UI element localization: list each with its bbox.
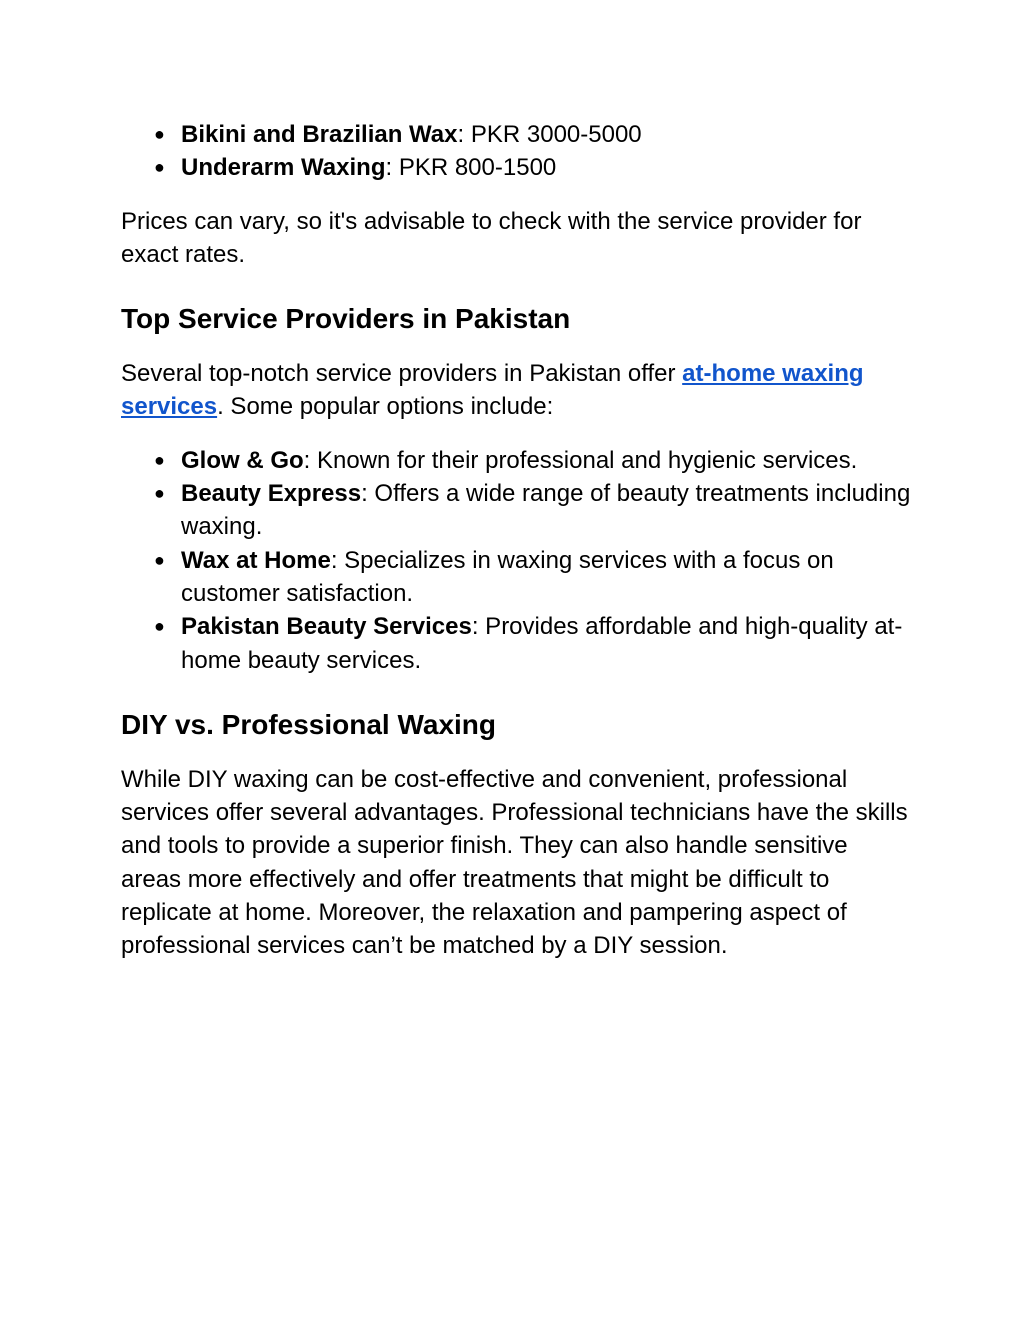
prices-note: Prices can vary, so it's advisable to check with the service provider for exact rates. bbox=[121, 207, 862, 268]
bullet-icon: ● bbox=[154, 549, 165, 570]
provider-description: : Offers a wide range of beauty treatments including waxing. bbox=[181, 480, 911, 541]
list-item bbox=[121, 151, 911, 184]
price-item-name: Bikini and Brazilian Wax bbox=[181, 121, 458, 148]
list-item bbox=[121, 477, 911, 544]
list-item bbox=[121, 610, 911, 677]
list-item bbox=[121, 118, 911, 151]
provider-description: : Specializes in waxing services with a focus on customer satisfaction. bbox=[181, 546, 834, 607]
providers-list bbox=[121, 444, 911, 677]
provider-description: : Provides affordable and high-quality at-home beauty services. bbox=[181, 613, 903, 674]
provider-description: : Known for their professional and hygienic services. bbox=[303, 446, 858, 474]
at-home-waxing-link[interactable]: at-home waxing services bbox=[121, 360, 864, 421]
price-item-text: : PKR 800-1500 bbox=[385, 154, 557, 182]
providers-heading: Top Service Providers in Pakistan bbox=[121, 303, 571, 335]
providers-intro-start: Several top-notch service providers in Pakistan offer bbox=[121, 360, 683, 388]
diy-body: While DIY waxing can be cost-effective and convenient, professional services offer several advantages. Professional technicians have the skills and tools to provide a superior finish. They can also handle sensitive areas more effectively and offer treatments that might be difficult to replicate at home. Moreover, the relaxation and pampering aspect of professional services can’t be matched by a DIY session. bbox=[121, 765, 908, 960]
provider-name: Beauty Express bbox=[181, 480, 362, 508]
bullet-icon: ● bbox=[154, 616, 165, 637]
diy-heading: DIY vs. Professional Waxing bbox=[121, 708, 497, 740]
price-item-name: Underarm Waxing bbox=[181, 154, 386, 182]
providers-intro bbox=[121, 357, 911, 424]
bullet-icon: ● bbox=[154, 449, 165, 470]
price-list bbox=[121, 118, 911, 185]
bullet-icon: ● bbox=[154, 124, 165, 144]
provider-name: Wax at Home bbox=[181, 546, 331, 574]
list-item bbox=[121, 544, 911, 611]
price-item-text: : PKR 3000-5000 bbox=[457, 121, 642, 148]
document-content bbox=[121, 118, 911, 963]
providers-intro-end: . Some popular options include: bbox=[217, 393, 554, 421]
provider-name: Glow & Go bbox=[181, 446, 304, 474]
list-item bbox=[121, 444, 911, 477]
provider-name: Pakistan Beauty Services bbox=[181, 613, 472, 641]
bullet-icon: ● bbox=[154, 157, 165, 178]
bullet-icon: ● bbox=[154, 483, 165, 504]
